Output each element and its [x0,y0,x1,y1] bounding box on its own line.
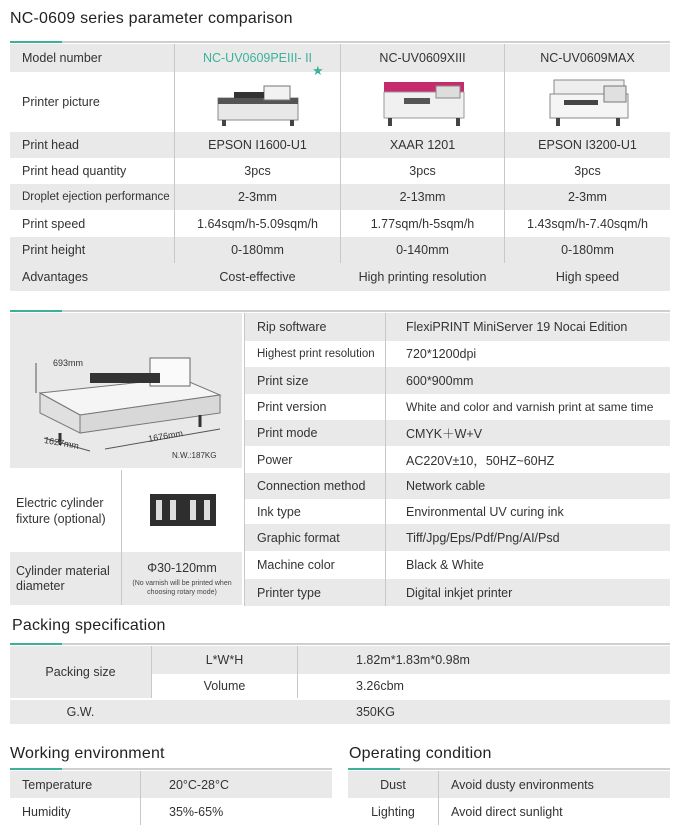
working-table [10,771,332,825]
working-divider [10,768,332,770]
cylinder-note: (No varnish will be printed when choosing rotary mode) [132,580,232,596]
row-label-model: Model number [22,51,102,65]
spec-value-power: AC220V±10，50HZ~60HZ [406,453,555,468]
operating-table [348,771,670,825]
specs-divider [10,310,670,312]
spec-value-resolution: 720*1200dpi [406,347,477,361]
spec-label-rip: Rip software [257,320,327,334]
spec-value-mode: CMYK＋W+V [406,427,483,441]
spec-label-power: Power [257,452,293,467]
spec-label-version: Print version [257,400,327,414]
volume-label: Volume [203,679,246,693]
spec-value-connection: Network cable [406,479,486,493]
lwh-value: 1.82m*1.83m*0.98m [356,653,470,667]
model-3-name: NC-UV0609MAX [540,51,635,65]
m2-speed: 1.77sqm/h-5sqm/h [370,216,475,231]
machine-drawing [30,333,230,453]
dim-length: 1676mm [147,428,184,444]
m1-height: 0-180mm [231,243,284,257]
model-1-name: NC-UV0609PEIII- II [202,51,313,65]
gw-label: G.W. [66,705,95,719]
printer-2-image [380,76,470,130]
operating-title: Operating condition [349,745,492,762]
net-weight: N.W.:187KG [172,451,217,460]
comparison-divider [10,41,670,43]
spec-label-type: Printer type [257,585,321,600]
comparison-table [10,44,670,284]
row-label-speed: Print speed [22,216,86,231]
spec-label-connection: Connection method [257,479,366,493]
spec-value-format: Tiff/Jpg/Eps/Pdf/Png/AI/Psd [406,530,560,545]
row-label-advantages: Advantages [22,270,89,284]
spec-label-ink: Ink type [257,504,301,519]
m2-droplet: 2-13mm [399,190,446,204]
lwh-label: L*W*H [205,653,244,667]
temperature-label: Temperature [22,777,93,792]
m1-print-head: EPSON I1600-U1 [208,138,307,152]
m1-head-qty: 3pcs [244,164,271,178]
working-title: Working environment [10,745,165,762]
m3-print-head: EPSON I3200-U1 [538,138,637,152]
star-icon: ★ [312,63,324,78]
packing-divider [10,643,670,645]
m2-height: 0-140mm [396,243,449,257]
spec-value-rip: FlexiPRINT MiniServer 19 Nocai Edition [406,320,628,334]
cylinder-fixture-image [148,490,218,530]
spec-value-size: 600*900mm [406,373,474,388]
spec-value-type: Digital inkjet printer [406,585,513,600]
gw-value: 350KG [356,705,395,719]
humidity-value: 35%-65% [169,804,224,819]
m1-advantage: Cost-effective [219,270,296,284]
comparison-title: NC-0609 series parameter comparison [10,10,293,27]
spec-label-color: Machine color [257,558,335,572]
dust-value: Avoid dusty environments [451,777,594,792]
packing-size-label: Packing size [45,665,116,679]
spec-value-version: White and color and varnish print at same time [406,400,654,414]
spec-value-ink: Environmental UV curing ink [406,504,564,519]
packing-table [10,646,670,724]
m1-speed: 1.64sqm/h-5.09sqm/h [197,216,318,231]
temperature-value: 20°C-28°C [169,777,230,792]
cylinder-value: Φ30-120mm [147,561,217,575]
row-label-head-quantity: Print head quantity [22,164,127,178]
m3-height: 0-180mm [561,243,614,257]
row-label-picture: Printer picture [22,95,100,109]
spec-label-size: Print size [257,373,309,388]
machine-image-panel [10,313,242,468]
row-label-droplet: Droplet ejection performance [22,191,170,203]
m3-head-qty: 3pcs [574,164,601,178]
spec-label-mode: Print mode [257,426,318,440]
spec-label-resolution: Highest print resolution [257,348,375,360]
spec-label-format: Graphic format [257,530,340,545]
cylinder-label: Cylinder material diameter [10,552,121,605]
humidity-label: Humidity [22,804,71,819]
m2-print-head: XAAR 1201 [389,138,456,152]
printer-1-image [214,78,304,128]
spec-value-color: Black & White [406,558,484,572]
dust-label: Dust [380,777,406,792]
m3-advantage: High speed [555,270,620,284]
lighting-value: Avoid direct sunlight [451,804,563,819]
model-2-name: NC-UV0609XIII [379,51,466,65]
m3-droplet: 2-3mm [568,190,607,204]
printer-3-image [544,76,634,130]
packing-title: Packing specification [12,617,166,634]
row-label-print-head: Print head [22,138,79,152]
m2-advantage: High printing resolution [358,270,487,284]
fixture-label: Electric cylinder fixture (optional) [10,470,120,552]
row-label-height: Print height [22,243,86,257]
dim-width: 1627mm [43,435,80,451]
m2-head-qty: 3pcs [409,164,436,178]
specs-table [244,313,670,606]
m1-droplet: 2-3mm [238,190,277,204]
cylinder-cell [122,552,242,605]
dim-height: 693mm [53,358,84,368]
lighting-label: Lighting [371,804,415,819]
m3-speed: 1.43sqm/h-7.40sqm/h [527,216,648,231]
volume-value: 3.26cbm [356,679,404,693]
operating-divider [348,768,670,770]
